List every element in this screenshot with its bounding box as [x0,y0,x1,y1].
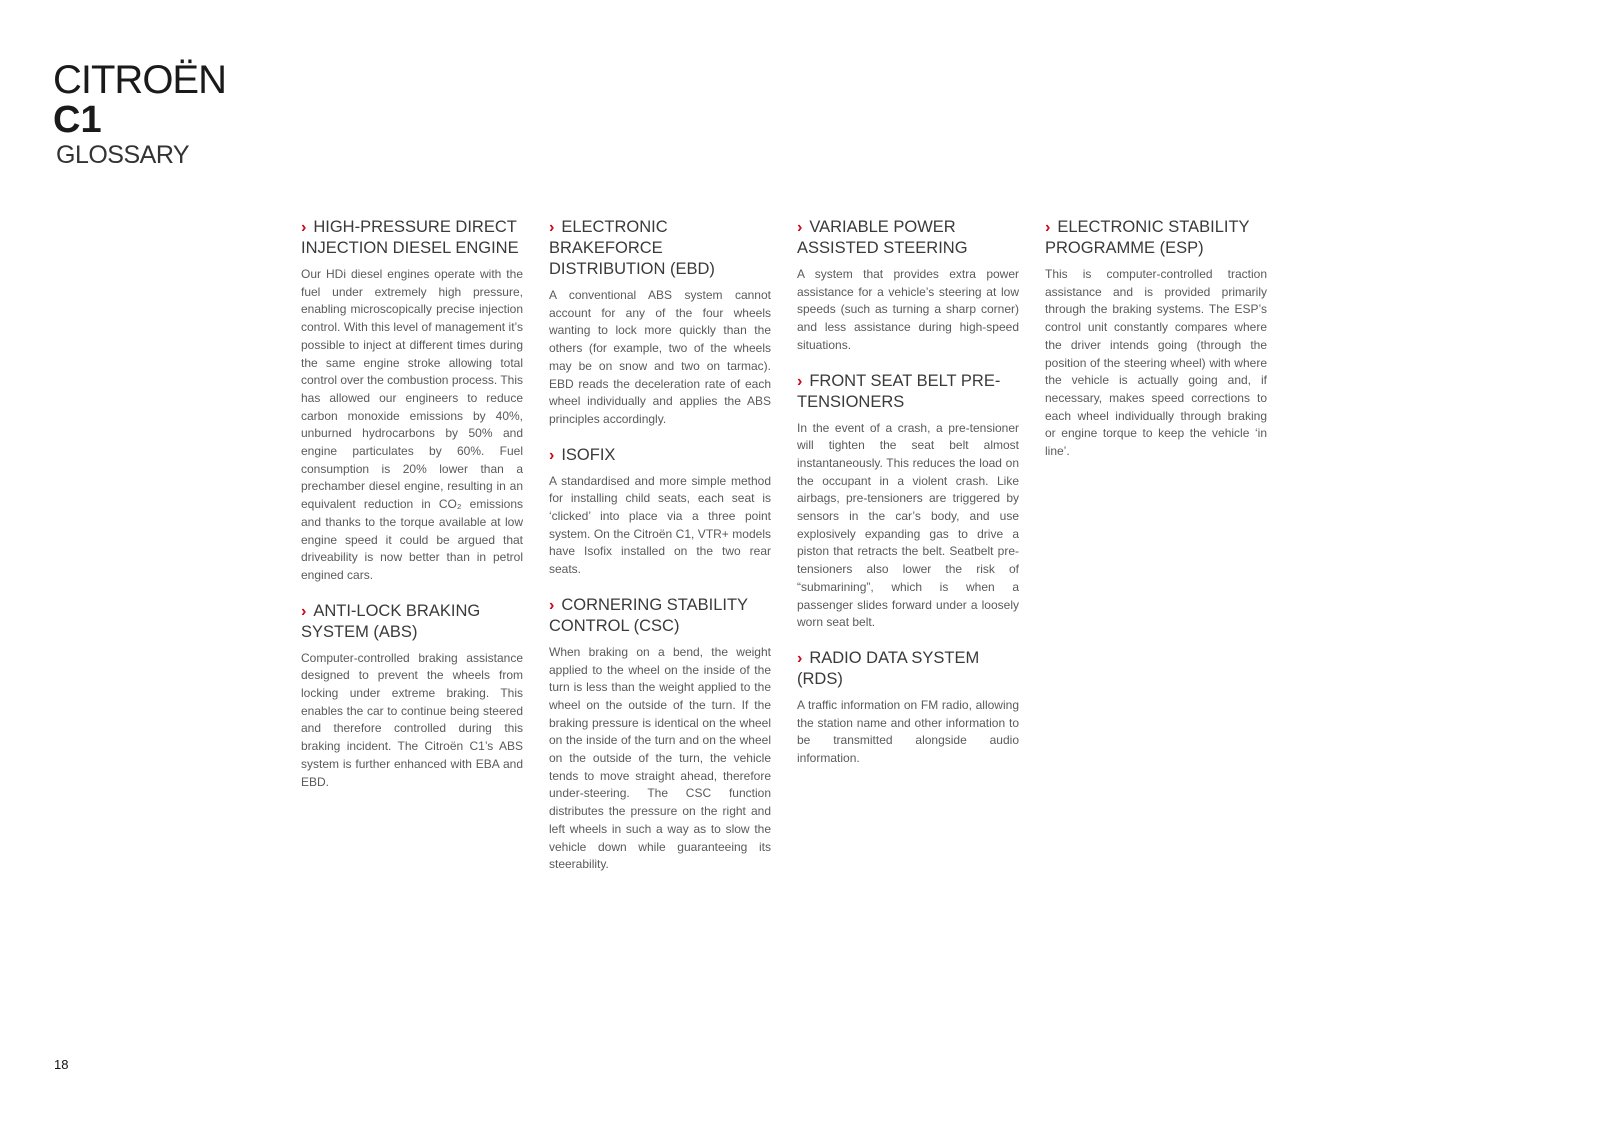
entry-title: › CORNERING STABILITY CONTROL (CSC) [549,595,748,635]
glossary-column-2 [549,217,771,890]
entry-body: A traffic information on FM radio, allowing the station name and other information to be transmitted alongside audio information. [797,697,1019,766]
page-number: 18 [54,1057,69,1072]
entry-title: › VARIABLE POWER ASSISTED STEERING [797,218,968,257]
entry-title: › ISOFIX [549,445,616,464]
entry-body: A standardised and more simple method for installing child seats, each seat is ‘clicked’ into place via a three point system. On the Citroën C1, VTR+ models have Isofix installed on the two rear seats. [549,473,771,577]
chevron-right-icon: › [797,372,803,390]
glossary-entry-rds [797,648,1019,768]
chevron-right-icon: › [797,649,803,667]
entry-body: A conventional ABS system cannot account for any of the four wheels wanting to lock more quickly than the others (for example, two of the wheels may be on snow and two on tarmac). EBD reads the deceleration rate of each wheel individually and applies the ABS principles accordingly. [549,288,771,426]
glossary-column-4 [1045,217,1267,477]
entry-body: This is computer-controlled traction assistance and is provided primarily through the braking systems. The ESP’s control unit constantly compares where the driver intends going (through the position of the steering wheel) with where the vehicle is actually going and, if necessary, makes speed corrections to each wheel individually through braking or engine torque to keep the vehicle ‘in line’. [1045,267,1267,459]
glossary-entry-pretensioners [797,371,1019,632]
entry-title: › ELECTRONIC BRAKEFORCE DISTRIBUTION (EBD) [549,218,715,278]
entry-title: › FRONT SEAT BELT PRE-TENSIONERS [797,371,1001,411]
glossary-entry-csc [549,595,771,874]
entry-body: Computer-controlled braking assistance designed to prevent the wheels from locking under extreme braking. This enables the car to continue being steered and therefore controlled during this braking incident. The Citroën C1’s ABS system is further enhanced with EBA and EBD. [301,650,523,789]
entry-body: Our HDi diesel engines operate with the fuel under extremely high pressure, enabling microscopically precise injection control. With this level of management it’s possible to inject at different times during the same engine stroke allowing total control over the combustion process. This has allowed our engineers to reduce carbon monoxide emissions by 40%, unburned hydrocarbons by 50% and engine particulates by 60%. Fuel consumption is 20% lower than a prechamber diesel engine, resulting in an equivalent reduction in CO₂ emissions and thanks to the torque available at low engine speed it could be argued that driveability is now better than in petrol engined cars. [301,267,523,582]
chevron-right-icon: › [549,596,555,614]
glossary-entry-esp [1045,217,1267,461]
brand-header [53,60,226,170]
chevron-right-icon: › [301,219,307,236]
glossary-entry-isofix [549,445,771,579]
glossary-column-1 [301,217,523,807]
entry-body: A system that provides extra power assistance for a vehicle’s steering at low speeds (such as turning a sharp corner) and less assistance during high-speed situations. [797,267,1019,352]
entry-title: › RADIO DATA SYSTEM (RDS) [797,648,980,688]
glossary-entry-hdi [301,217,523,585]
glossary-column-3 [797,217,1019,784]
chevron-right-icon: › [1045,219,1051,236]
glossary-entry-abs [301,601,523,792]
chevron-right-icon: › [797,219,803,236]
entry-title: › ANTI-LOCK BRAKING SYSTEM (ABS) [301,601,481,641]
entry-title: › HIGH-PRESSURE DIRECT INJECTION DIESEL ENGINE [301,218,519,257]
glossary-entry-steering [797,217,1019,355]
brand-model: C1 [53,99,102,141]
chevron-right-icon: › [301,602,307,620]
glossary-entry-ebd [549,217,771,429]
page-title: GLOSSARY [56,141,190,169]
entry-body: In the event of a crash, a pre-tensioner will tighten the seat belt almost instantaneously. This reduces the load on the occupant in a violent crash. Like airbags, pre-tensioners are triggered by sensors in the car’s body, and use explosively expanding gas to drive a piston that retracts the belt. Seatbelt pre-tensioners also lower the risk of “submarining”, which is when a passenger slides forward under a loosely worn seat belt. [797,420,1019,630]
chevron-right-icon: › [549,446,555,464]
entry-body: When braking on a bend, the weight applied to the wheel on the inside of the turn is less than the weight applied to the wheel on the outside of the turn. If the braking pressure is identical on the wheel on the inside of the turn and on the wheel on the outside of the turn, the vehicle tends to move straight ahead, therefore under-steering. The CSC function distributes the pressure on the right and left wheels in such a way as to slow the vehicle down while guaranteeing its steerability. [549,644,771,872]
chevron-right-icon: › [549,219,555,236]
brand-make: CITROËN [53,58,226,102]
entry-title: › ELECTRONIC STABILITY PROGRAMME (ESP) [1045,218,1250,257]
